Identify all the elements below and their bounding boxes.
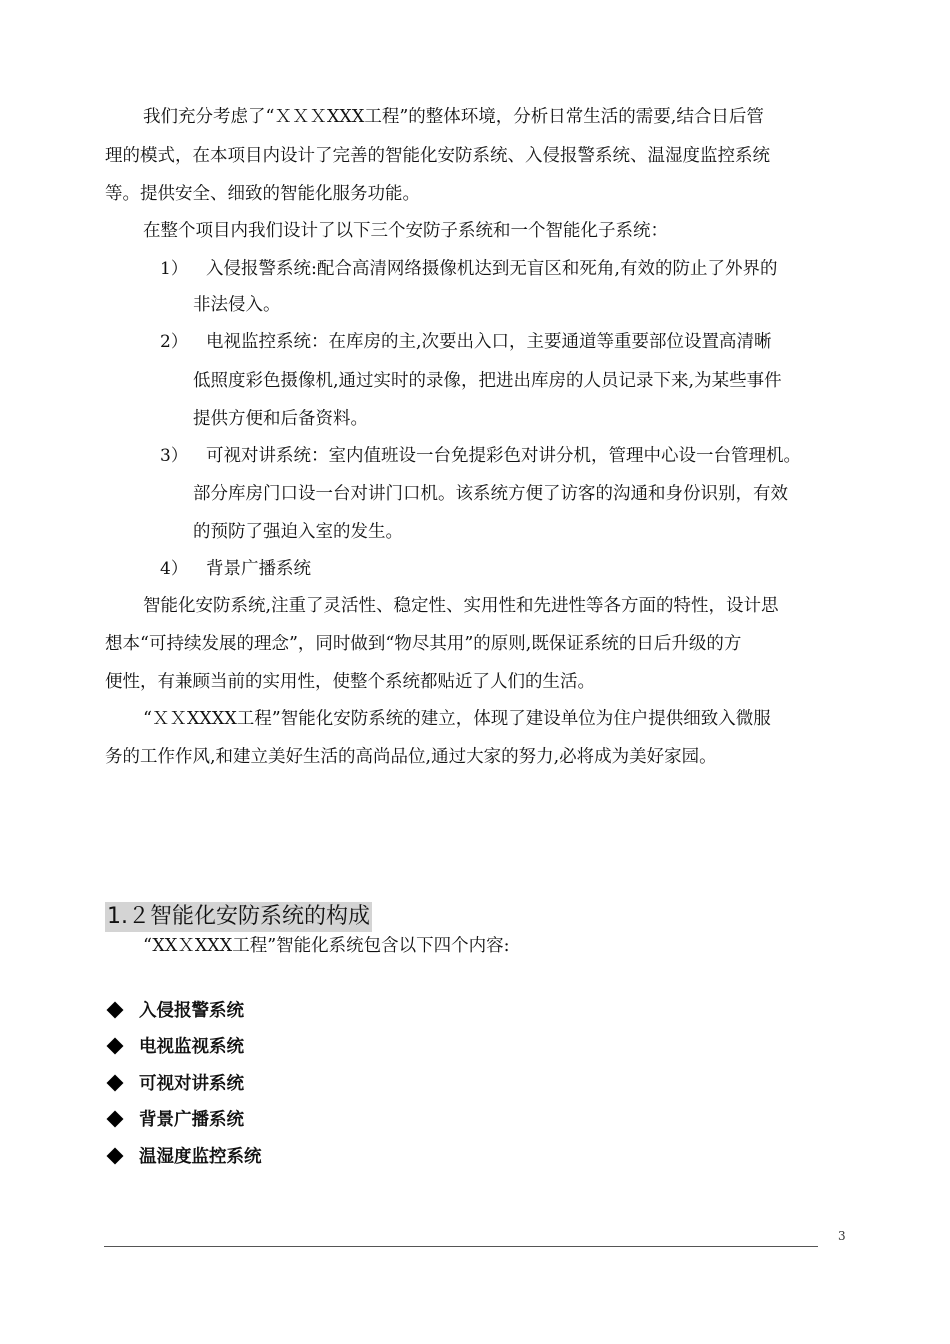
para2-line-2: 想本“可持续发展的理念”，同时做到“物尽其用”的原则,既保证系统的日后升级的方: [105, 634, 742, 654]
list-item-4-number: 4）: [160, 559, 188, 579]
list-item-3-line-2: 部分库房门口设一台对讲门口机。该系统方便了访客的沟通和身份识别，有效: [193, 484, 788, 504]
list-item-2-line-3: 提供方便和后备资料。: [193, 409, 368, 429]
intro-line-2: 理的模式，在本项目内设计了完善的智能化安防系统、入侵报警系统、温湿度监控系统: [105, 146, 770, 166]
bullet-item: [105, 1105, 244, 1135]
diamond-bullet-icon: [107, 1038, 124, 1055]
bullet-text: 电视监视系统: [139, 1037, 244, 1057]
list-item-3-number: 3）: [160, 446, 188, 466]
list-item-1-line-2: 非法侵入。: [193, 295, 281, 315]
list-item-3-line-1: 可视对讲系统：室内值班设一台免提彩色对讲分机，管理中心设一台管理机。: [206, 446, 801, 466]
diamond-bullet-icon: [107, 1148, 124, 1165]
list-item-3-line-3: 的预防了强迫入室的发生。: [193, 522, 403, 542]
diamond-bullet-icon: [107, 1002, 124, 1019]
diamond-bullet-icon: [107, 1111, 124, 1128]
bullet-text: 温湿度监控系统: [139, 1147, 262, 1167]
section-intro: “XXＸXXX工程”智能化系统包含以下四个内容:: [143, 936, 510, 956]
page-number: 3: [838, 1229, 846, 1243]
list-item-2-line-1: 电视监控系统：在库房的主,次要出入口，主要通道等重要部位设置高清晰: [206, 332, 772, 352]
intro-line-3: 等。提供安全、细致的智能化服务功能。: [105, 184, 420, 204]
bullet-item: [105, 1032, 244, 1062]
footer-divider: [104, 1246, 818, 1247]
intro-line-1: 我们充分考虑了“ＸＸＸXXX工程”的整体环境，分析日常生活的需要,结合日后管: [143, 107, 764, 127]
bullet-text: 背景广播系统: [139, 1110, 244, 1130]
para2-line-3: 便性，有兼顾当前的实用性，使整个系统都贴近了人们的生活。: [105, 672, 595, 692]
para3-line-2: 务的工作作风,和建立美好生活的高尚品位,通过大家的努力,必将成为美好家园。: [105, 747, 717, 767]
bullet-item: [105, 1069, 244, 1099]
list-item-2-number: 2）: [160, 332, 188, 352]
section-heading: 1.２智能化安防系统的构成: [105, 902, 372, 932]
para2-line-1: 智能化安防系统,注重了灵活性、稳定性、实用性和先进性等各方面的特性，设计思: [143, 596, 779, 616]
list-item-1-line-1: 入侵报警系统:配合高清网络摄像机达到无盲区和死角,有效的防止了外界的: [206, 259, 778, 279]
list-item-2-line-2: 低照度彩色摄像机,通过实时的录像，把进出库房的人员记录下来,为某些事件: [193, 371, 782, 391]
intro-line-4: 在整个项目内我们设计了以下三个安防子系统和一个智能化子系统：: [143, 221, 668, 241]
diamond-bullet-icon: [107, 1075, 124, 1092]
bullet-item: [105, 996, 244, 1026]
list-item-4-line-1: 背景广播系统: [206, 559, 311, 579]
list-item-1-number: 1）: [160, 259, 188, 279]
bullet-text: 入侵报警系统: [139, 1001, 244, 1021]
bullet-item: [105, 1142, 262, 1172]
para3-line-1: “ＸＸXXXX工程”智能化安防系统的建立，体现了建设单位为住户提供细致入微服: [143, 709, 771, 729]
bullet-text: 可视对讲系统: [139, 1074, 244, 1094]
